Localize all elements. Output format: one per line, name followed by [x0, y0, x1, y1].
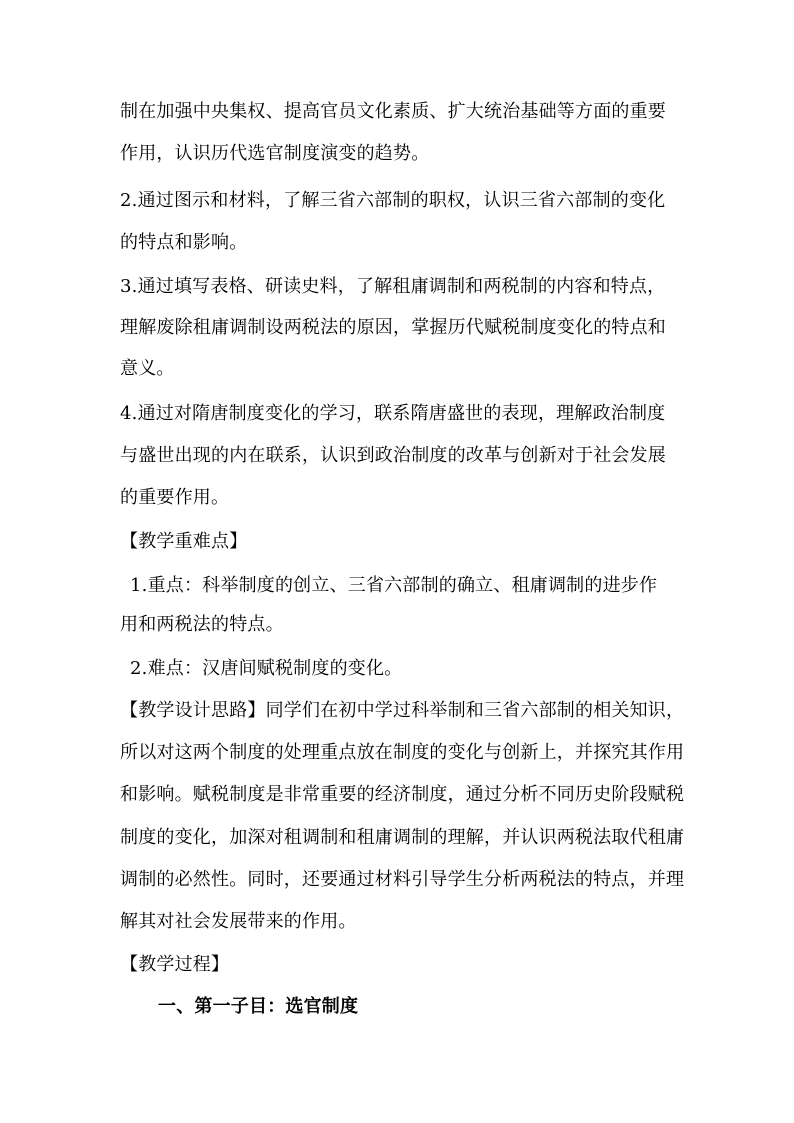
text-line: 与盛世出现的内在联系，认识到政治制度的改革与创新对于社会发展 [120, 445, 666, 466]
section-heading: 【教学重难点】 [120, 531, 248, 552]
text-line: 用和两税法的特点。 [120, 614, 284, 635]
text-line: 作用，认识历代选官制度演变的趋势。 [120, 143, 430, 164]
text-line: 的重要作用。 [120, 487, 230, 508]
text-line: 理解废除租庸调制设两税法的原因，掌握历代赋税制度变化的特点和 [120, 317, 666, 338]
text-line: 制在加强中央集权、提高官员文化素质、扩大统治基础等方面的重要 [120, 101, 666, 122]
text-line: 4.通过对隋唐制度变化的学习，联系隋唐盛世的表现，理解政治制度 [120, 403, 666, 424]
text-line: 意义。 [120, 358, 175, 379]
text-line: 所以对这两个制度的处理重点放在制度的变化与创新上，并探究其作用 [120, 742, 685, 763]
text-line: 1.重点：科举制度的创立、三省六部制的确立、租庸调制的进步作 [130, 575, 658, 596]
text-line: 2.难点：汉唐间赋税制度的变化。 [130, 658, 403, 679]
subsection-heading: 一、第一子目：选官制度 [158, 996, 359, 1017]
text-line: 【教学设计思路】同学们在初中学过科举制和三省六部制的相关知识， [120, 700, 685, 721]
text-line: 3.通过填写表格、研读史料，了解租庸调制和两税制的内容和特点， [120, 276, 666, 297]
text-line: 和影响。赋税制度是非常重要的经济制度，通过分析不同历史阶段赋税 [120, 784, 685, 805]
section-heading: 【教学过程】 [120, 954, 230, 975]
text-line: 解其对社会发展带来的作用。 [120, 911, 357, 932]
text-line: 的特点和影响。 [120, 232, 248, 253]
text-line: 2.通过图示和材料，了解三省六部制的职权，认识三省六部制的变化 [120, 190, 666, 211]
text-line: 制度的变化，加深对租调制和租庸调制的理解，并认识两税法取代租庸 [120, 827, 685, 848]
text-line: 调制的必然性。同时，还要通过材料引导学生分析两税法的特点，并理 [120, 869, 685, 890]
